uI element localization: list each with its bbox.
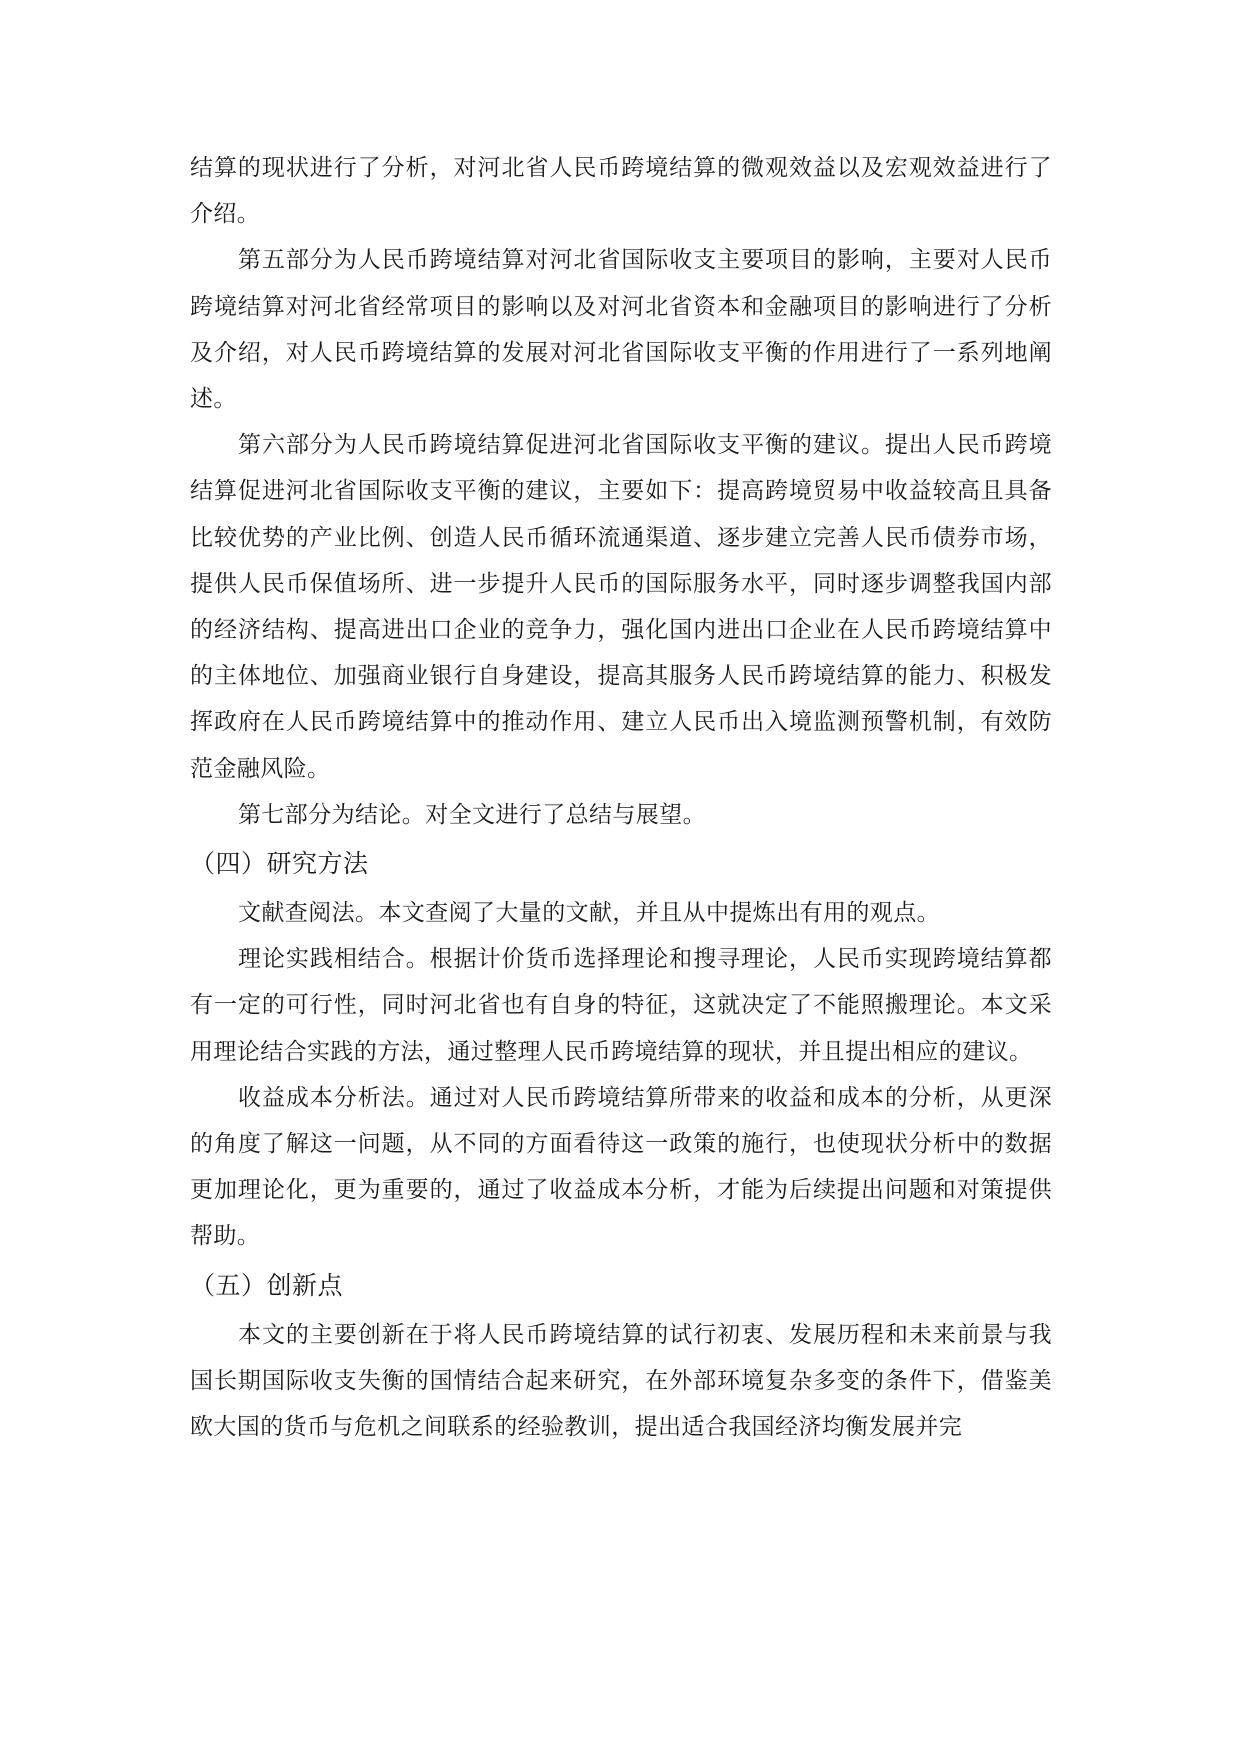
- section-heading-innovation: （五）创新点: [190, 1270, 344, 1300]
- paragraph-innovation: 本文的主要创新在于将人民币跨境结算的试行初衷、发展历程和未来前景与我国长期国际收支失衡的国情结合起来研究，在外部环境复杂多变的条件下，借鉴美欧大国的货币与危机之间联系的经验教训，提出适合我国经济均衡发展并完: [190, 1321, 1052, 1441]
- paragraph-cost-benefit-method: 收益成本分析法。通过对人民币跨境结算所带来的收益和成本的分析，从更深的角度了解这一问题，从不同的方面看待这一政策的施行，也使现状分析中的数据更加理论化，更为重要的，通过了收益成本分析，才能为后续提出问题和对策提供帮助。: [190, 1084, 1052, 1250]
- paragraph-intro-continuation: 结算的现状进行了分析，对河北省人民币跨境结算的微观效益以及宏观效益进行了介绍。: [190, 155, 1052, 228]
- paragraph-part-six: 第六部分为人民币跨境结算促进河北省国际收支平衡的建议。提出人民币跨境结算促进河北省国际收支平衡的建议，主要如下：提高跨境贸易中收益较高且具备比较优势的产业比例、创造人民币循环流通渠道、逐步建立完善人民币债券市场，提供人民币保值场所、进一步提升人民币的国际服务水平，同时逐步调整我国内部的经济结构、提高进出口企业的竞争力，强化国内进出口企业在人民币跨境结算中的主体地位、加强商业银行自身建设，提高其服务人民币跨境结算的能力、积极发挥政府在人民币跨境结算中的推动作用、建立人民币出入境监测预警机制，有效防范金融风险。: [190, 432, 1052, 782]
- paragraph-part-seven: 第七部分为结论。对全文进行了总结与展望。: [238, 801, 706, 828]
- paragraph-part-five: 第五部分为人民币跨境结算对河北省国际收支主要项目的影响，主要对人民币跨境结算对河北省经常项目的影响以及对河北省资本和金融项目的影响进行了分析及介绍，对人民币跨境结算的发展对河北省国际收支平衡的作用进行了一系列地阐述。: [190, 247, 1052, 413]
- paragraph-theory-practice-method: 理论实践相结合。根据计价货币选择理论和搜寻理论，人民币实现跨境结算都有一定的可行性，同时河北省也有自身的特征，这就决定了不能照搬理论。本文采用理论结合实践的方法，通过整理人民币跨境结算的现状，并且提出相应的建议。: [190, 946, 1052, 1065]
- document-page: [190, 145, 1052, 1450]
- paragraph-literature-method: 文献查阅法。本文查阅了大量的文献，并且从中提炼出有用的观点。: [238, 900, 940, 927]
- section-heading-research-methods: （四）研究方法: [190, 849, 369, 879]
